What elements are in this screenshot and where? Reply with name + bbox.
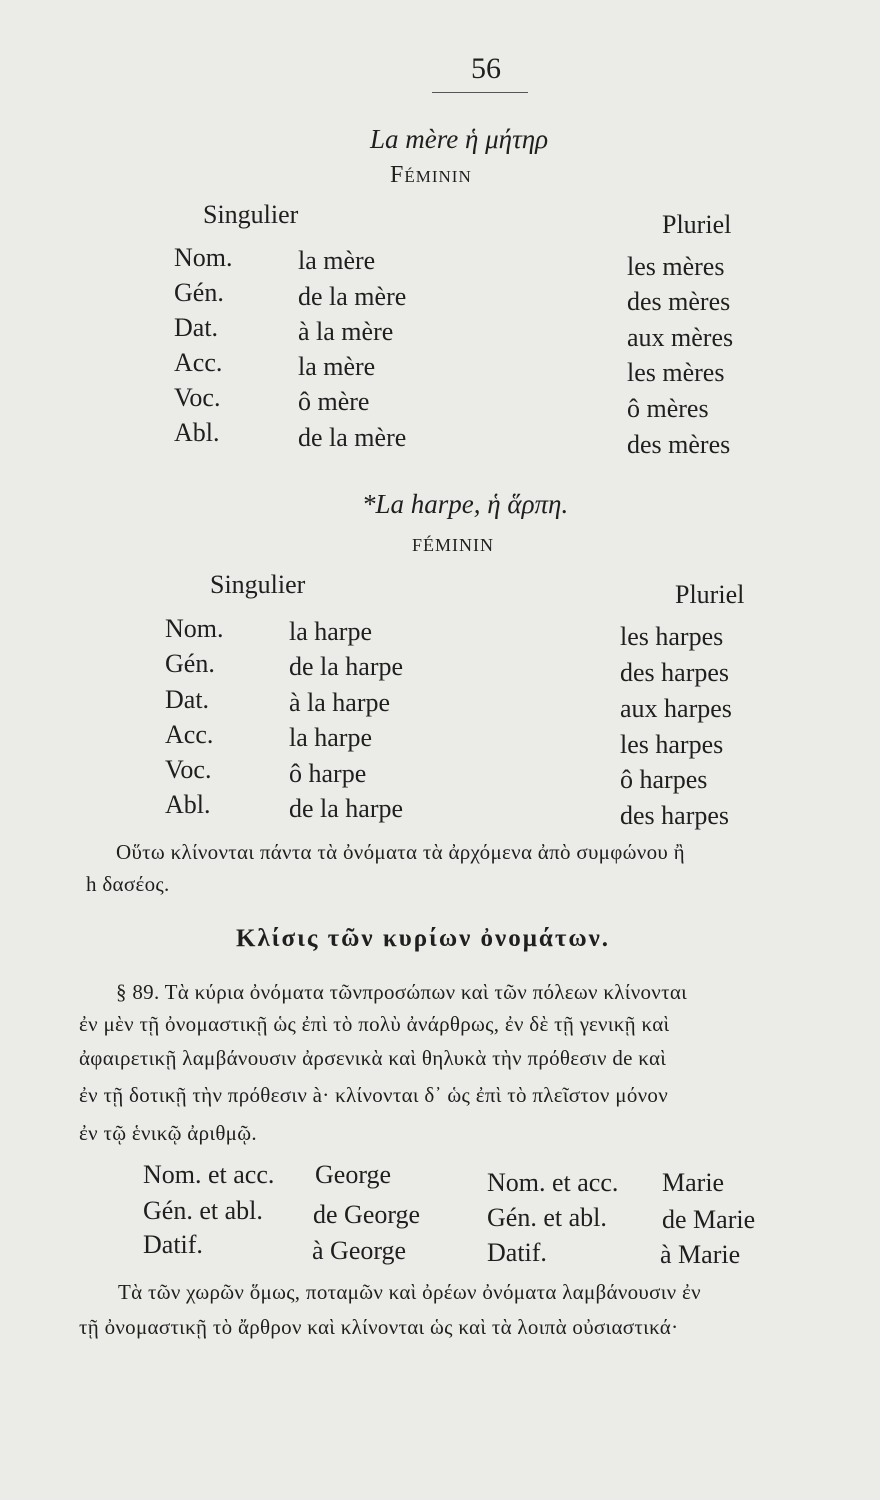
table2-singular: de la harpe xyxy=(289,794,404,823)
table2-singular: la harpe xyxy=(289,617,373,646)
example-label-right: Nom. et acc. xyxy=(487,1168,619,1197)
table2-plural: ô harpes xyxy=(620,765,708,794)
table2-plural-heading: Pluriel xyxy=(675,580,745,609)
table1-gender: Féminin xyxy=(390,162,472,188)
table2-singular: la harpe xyxy=(289,723,373,752)
table2-case: Nom. xyxy=(165,614,224,643)
note-line: Οὕτω κλίνονται πάντα τὰ ὀνόματα τὰ ἀρχόμενα ἀπὸ συμφώνου ἢ xyxy=(116,840,685,864)
section-heading: Κλίσις τῶν κυρίων ὀνομάτων. xyxy=(236,925,611,952)
paragraph-line: ἐν μὲν τῇ ὀνομαστικῇ ὡς ἐπὶ τὸ πολὺ ἀνάρθρως, ἐν δὲ τῇ γενικῇ καὶ xyxy=(79,1012,670,1036)
table1-singular: ô mère xyxy=(298,387,370,416)
table2-case: Abl. xyxy=(165,790,211,819)
table1-plural: aux mères xyxy=(627,323,734,352)
example-value-left: de George xyxy=(313,1200,421,1229)
table1-title: La mère ἡ μήτηρ xyxy=(370,124,549,154)
table1-case: Gén. xyxy=(174,278,224,307)
table1-singular-heading: Singulier xyxy=(203,200,299,229)
table2-case: Acc. xyxy=(165,720,214,749)
page-number-rule xyxy=(432,92,528,93)
table2-plural: les harpes xyxy=(620,730,724,759)
example-value-left: George xyxy=(315,1160,392,1189)
table2-case: Dat. xyxy=(165,685,210,714)
example-label-left: Nom. et acc. xyxy=(143,1160,275,1189)
note-line: h δασέος. xyxy=(86,872,170,896)
example-label-right: Gén. et abl. xyxy=(487,1203,607,1232)
table2-plural: des harpes xyxy=(620,658,730,687)
example-value-right: à Marie xyxy=(660,1240,741,1269)
paragraph-line: ἐν τῇ δοτικῇ τὴν πρόθεσιν à· κλίνονται δ᾽ ὡς ἐπὶ τὸ πλεῖστον μόνον xyxy=(79,1083,669,1107)
paragraph-line: ἐν τῷ ἑνικῷ ἀριθμῷ. xyxy=(79,1121,257,1145)
table1-singular: à la mère xyxy=(298,317,394,346)
table1-singular: de la mère xyxy=(298,282,407,311)
paragraph-line: ἀφαιρετικῇ λαμβάνουσιν ἀρσενικὰ καὶ θηλυκὰ τὴν πρόθεσιν de καὶ xyxy=(79,1046,667,1070)
table1-plural: les mères xyxy=(627,252,725,281)
example-label-left: Datif. xyxy=(143,1230,203,1259)
table1-plural: ô mères xyxy=(627,394,709,423)
example-value-right: Marie xyxy=(662,1168,725,1197)
table2-singular: de la harpe xyxy=(289,652,404,681)
table1-case: Voc. xyxy=(174,383,221,412)
example-value-left: à George xyxy=(312,1236,407,1265)
table1-singular: la mère xyxy=(298,246,376,275)
table2-title: *La harpe, ἡ ἅρπη. xyxy=(362,489,569,519)
table2-singular: à la harpe xyxy=(289,688,391,717)
closing-line: Τὰ τῶν χωρῶν ὅμως, ποταμῶν καὶ ὀρέων ὀνόματα λαμβάνουσιν ἐν xyxy=(118,1280,701,1304)
table1-plural-heading: Pluriel xyxy=(662,210,732,239)
table1-case: Abl. xyxy=(174,418,220,447)
table2-case: Gén. xyxy=(165,649,215,678)
example-label-left: Gén. et abl. xyxy=(143,1196,263,1225)
example-value-right: de Marie xyxy=(662,1205,756,1234)
table2-case: Voc. xyxy=(165,755,212,784)
table2-plural: des harpes xyxy=(620,801,730,830)
table1-case: Acc. xyxy=(174,348,223,377)
table2-singular: ô harpe xyxy=(289,759,367,788)
page-number: 56 xyxy=(471,52,501,85)
table1-singular: la mère xyxy=(298,352,376,381)
table1-singular: de la mère xyxy=(298,423,407,452)
table1-plural: les mères xyxy=(627,358,725,387)
table2-singular-heading: Singulier xyxy=(210,570,306,599)
table2-gender: FÉMININ xyxy=(412,535,494,555)
table1-plural: des mères xyxy=(627,287,731,316)
table1-plural: des mères xyxy=(627,430,731,459)
table2-plural: aux harpes xyxy=(620,694,732,723)
table2-plural: les harpes xyxy=(620,622,724,651)
paragraph-line: § 89. Τὰ κύρια ὀνόματα τῶνπροσώπων καὶ τῶν πόλεων κλίνονται xyxy=(116,980,688,1004)
closing-line: τῇ ὀνομαστικῇ τὸ ἄρθρον καὶ κλίνονται ὡς καὶ τὰ λοιπὰ οὐσιαστικά· xyxy=(79,1315,679,1339)
example-label-right: Datif. xyxy=(487,1238,547,1267)
table1-case: Nom. xyxy=(174,243,233,272)
table1-case: Dat. xyxy=(174,313,219,342)
